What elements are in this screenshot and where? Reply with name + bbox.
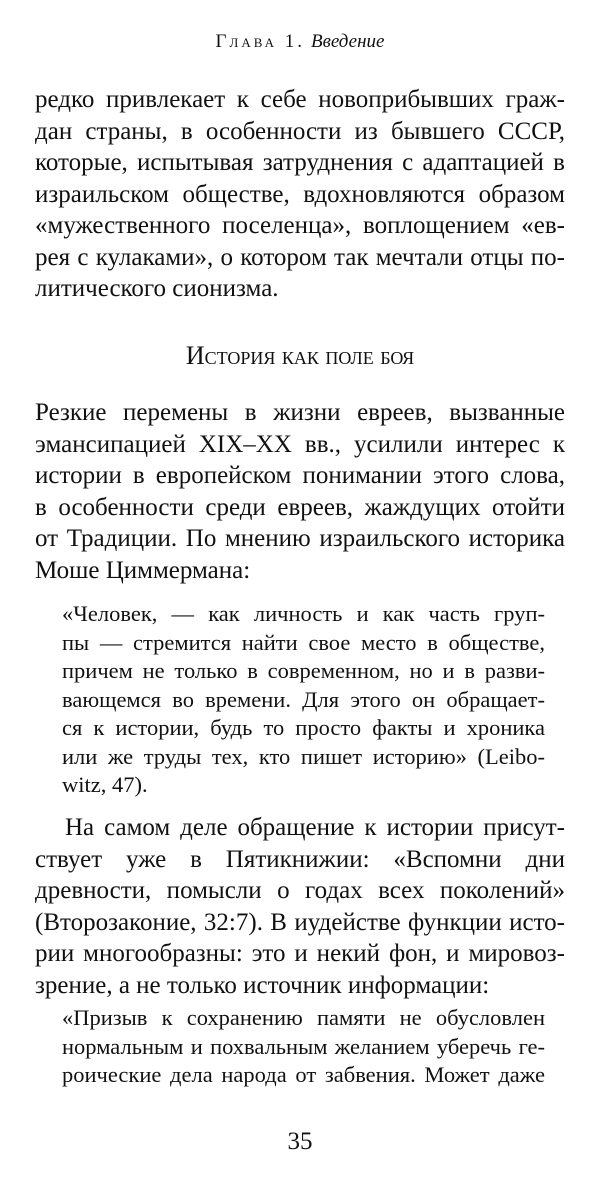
text-line: witz, 47). [62, 772, 148, 797]
running-header [0, 28, 600, 56]
text-line: в особенности среди евреев, жаждущих отойти [35, 493, 565, 521]
text-line: ствует уже в Пятикнижии: «Вспомни дни [35, 845, 565, 873]
text-line: «Призыв к сохранению памяти не обусловлен [62, 1005, 545, 1030]
text-line: рии многообразны: это и некий фон, и мировоз- [35, 940, 565, 967]
text-line: Резкие перемены в жизни евреев, вызванные [35, 399, 565, 426]
text-line: которые, испытывая затруднения с адаптацией в [35, 149, 565, 176]
text-line: или же труды тех, кто пишет историю» (Leibo- [62, 743, 545, 769]
chapter-label: Глава 1. [215, 31, 305, 52]
text-line: вающемся во времени. Для этого он обращает- [62, 686, 545, 712]
text-line: На самом деле обращение к истории присут- [65, 814, 565, 841]
paragraph-1 [35, 84, 565, 305]
text-line: нормальным и похвальным желанием уберечь ге- [62, 1033, 545, 1059]
text-line: «мужественного поселенца», воплощением «ев- [35, 212, 565, 239]
text-line: причем не только в современном, но и в разви- [62, 658, 545, 683]
text-line: истории в европейском понимании этого слова, [35, 462, 565, 489]
text-line: ся к истории, будь то просто факты и хроника [62, 715, 545, 740]
chapter-title: Введение [310, 31, 385, 52]
text-line: литического сионизма. [35, 275, 279, 302]
text-line: израильском обществе, вдохновляются образом [35, 180, 565, 208]
text-line: от Традиции. По мнению израильского историка [35, 525, 565, 552]
text-line: редко привлекает к себе новоприбывших граж- [35, 86, 565, 113]
text-line: эмансипацией XIX–XX вв., усилили интерес к [35, 430, 565, 458]
text-line: роические дела народа от забвения. Может даже [62, 1062, 545, 1087]
paragraph-3 [35, 812, 565, 1001]
block-quote-2 [62, 1004, 545, 1090]
page-number: 35 [287, 1128, 313, 1155]
text-line: зрение, а не только источник информации: [35, 971, 490, 999]
block-quote-1 [62, 600, 545, 800]
section-heading: История как поле боя [185, 341, 415, 370]
text-line: дан страны, в особенности из бывшего СССР, [35, 117, 565, 145]
text-line: древности, помысли о годах всех поколений» [35, 877, 565, 904]
text-line: «Человек, — как личность и как часть груп- [62, 601, 545, 626]
text-line: Моше Циммермана: [35, 556, 251, 584]
text-line: рея с кулаками», о котором так мечтали отцы по- [35, 243, 565, 271]
text-line: (Второзаконие, 32:7). В иудействе функции исто- [35, 908, 565, 936]
text-line: пы — стремится найти свое место в обществе, [62, 629, 545, 655]
paragraph-2 [35, 397, 565, 586]
